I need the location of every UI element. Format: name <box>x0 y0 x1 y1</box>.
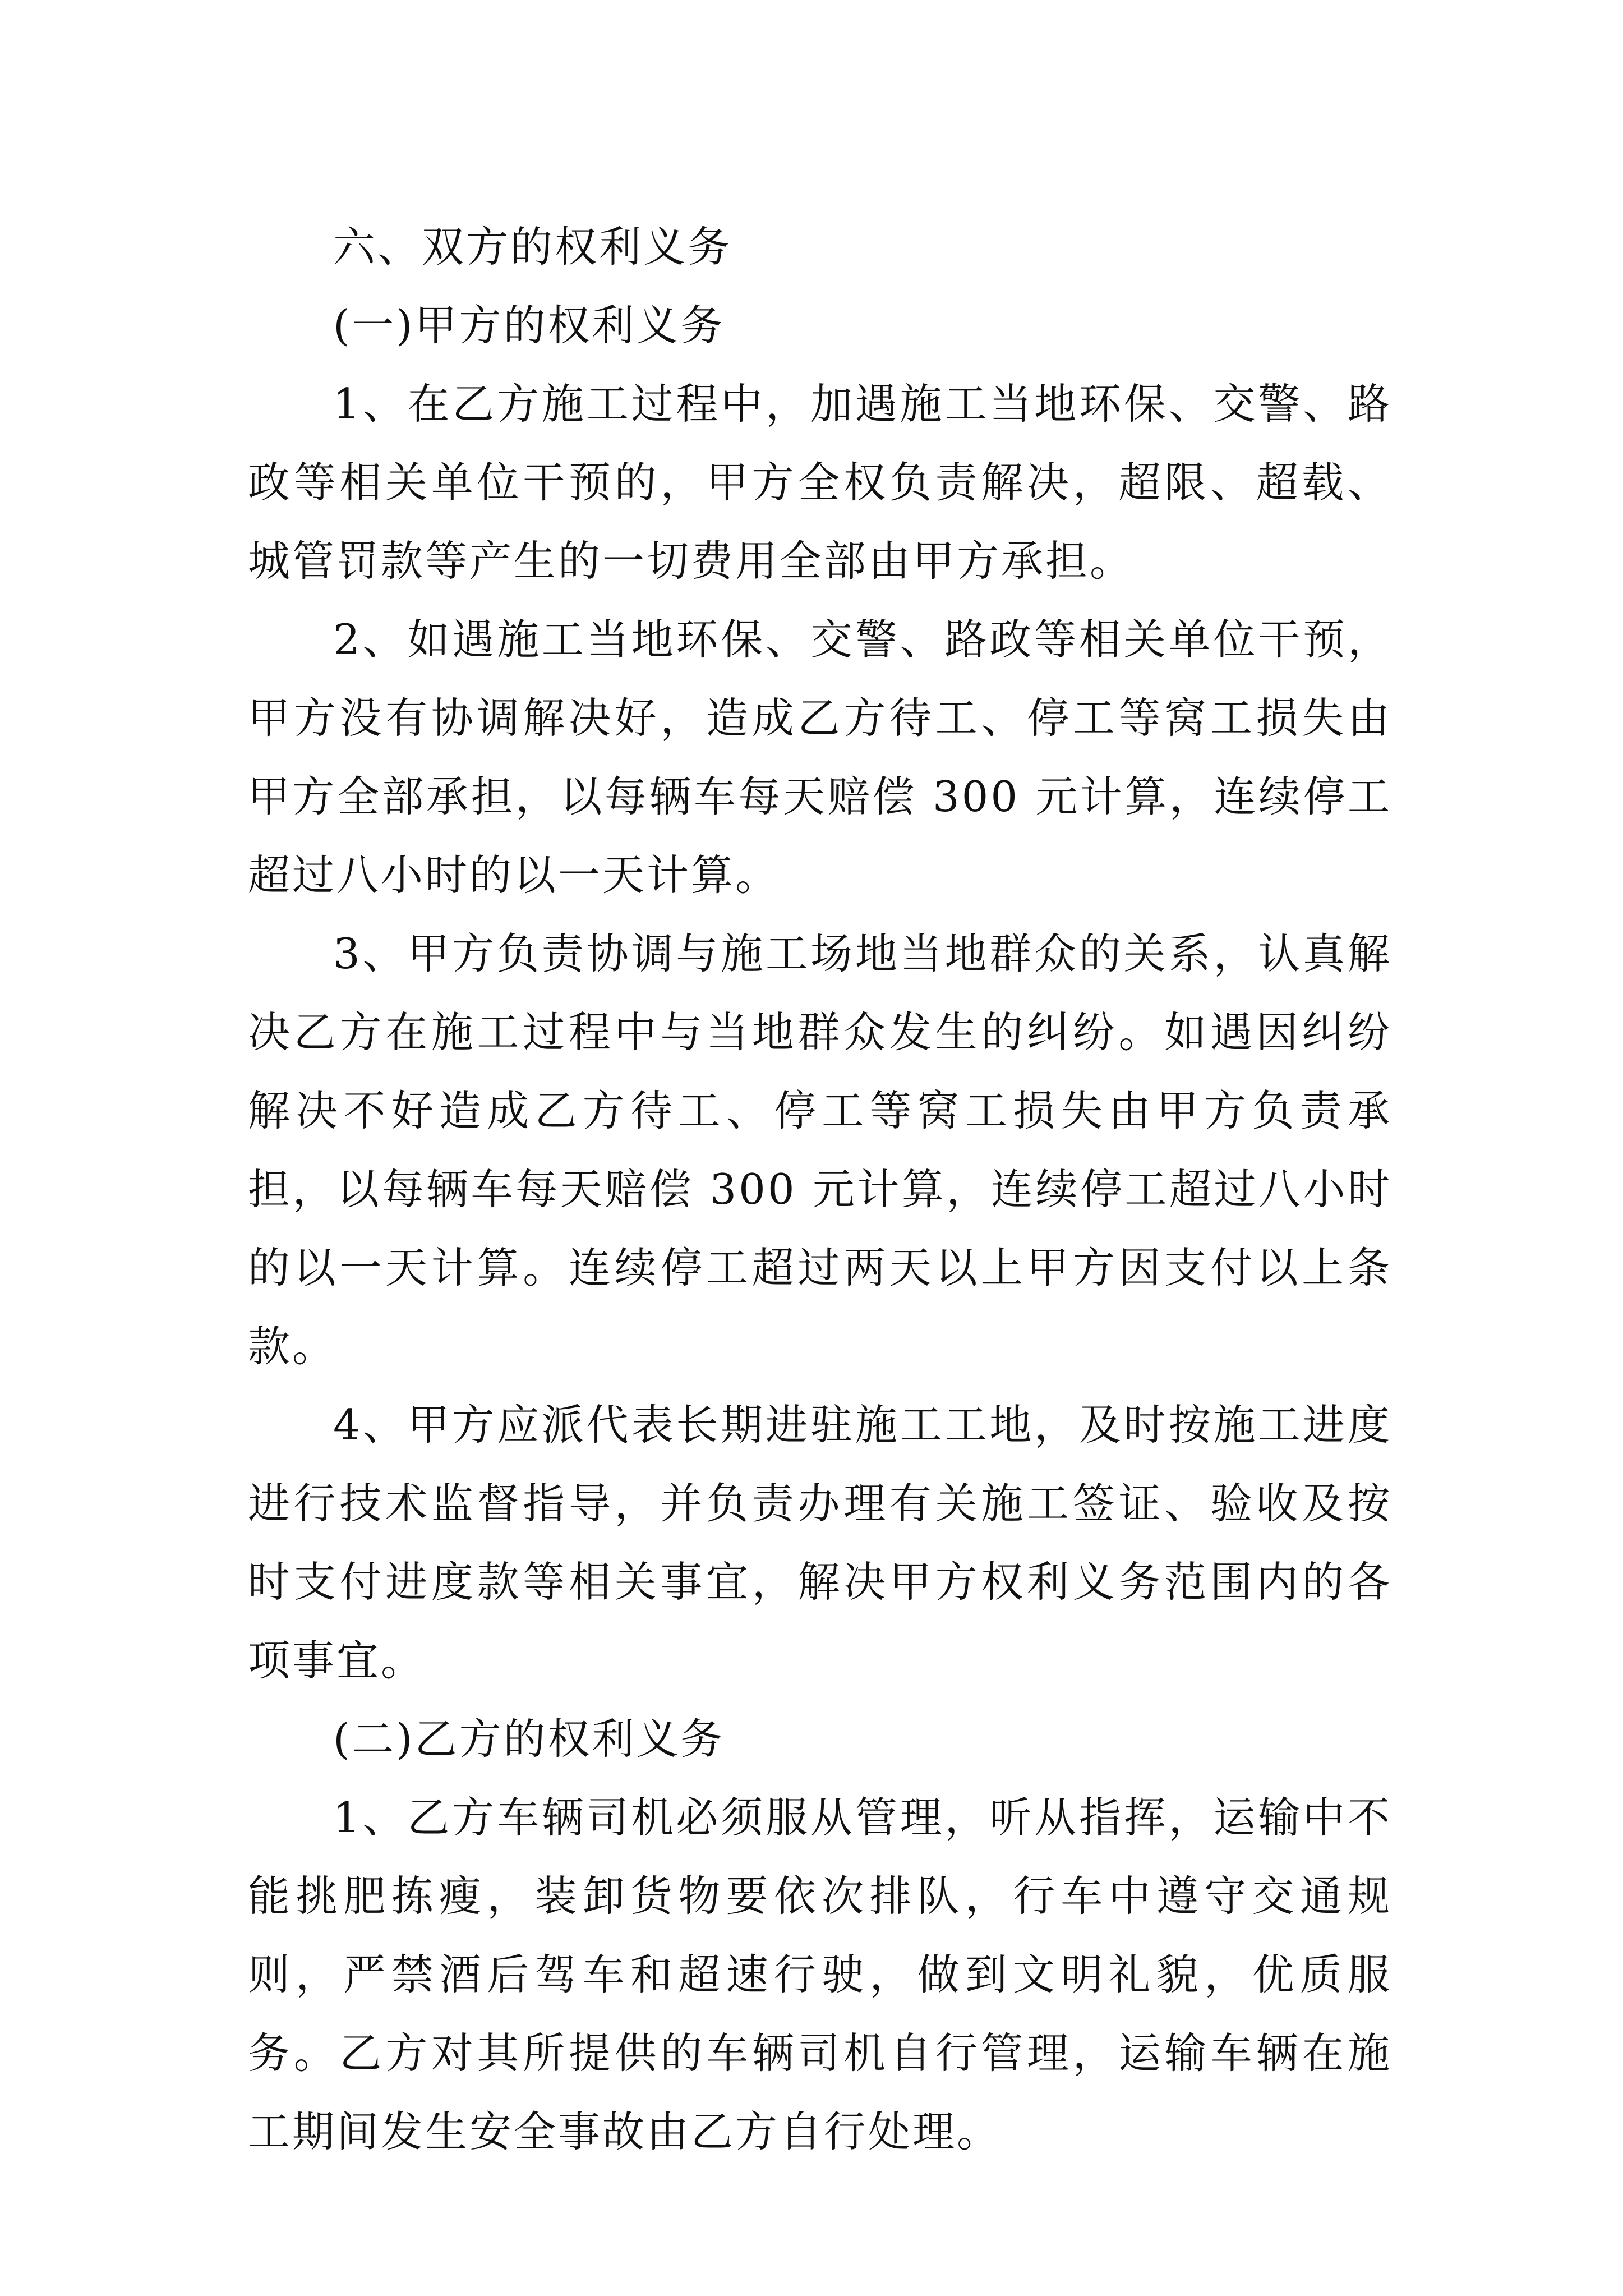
party-a-item-1: 1、在乙方施工过程中，加遇施工当地环保、交警、路政等相关单位干预的，甲方全权负责解决，超限、超载、城管罚款等产生的一切费用全部由甲方承担。 <box>248 379 1392 586</box>
section-title: 六、双方的权利义务 <box>333 222 732 272</box>
subsection-title-party-a: (一)甲方的权利义务 <box>333 301 725 350</box>
document-body <box>248 208 1392 2171</box>
party-a-item-4: 4、甲方应派代表长期进驻施工工地，及时按施工进度进行技术监督指导，并负责办理有关施工签证、验收及按时支付进度款等相关事宜，解决甲方权利义务范围内的各项事宜。 <box>248 1400 1392 1685</box>
party-b-item-1: 1、乙方车辆司机必须服从管理，听从指挥，运输中不能挑肥拣瘦，装卸货物要依次排队，行车中遵守交通规则，严禁酒后驾车和超速行驶，做到文明礼貌，优质服务。乙方对其所提供的车辆司机自行管理，运输车辆在施工期间发生安全事故由乙方自行处理。 <box>248 1793 1392 2156</box>
party-a-item-3: 3、甲方负责协调与施工场地当地群众的关系，认真解决乙方在施工过程中与当地群众发生的纠纷。如遇因纠纷解决不好造成乙方待工、停工等窝工损失由甲方负责承担，以每辆车每天赔偿 300 元计算，连续停工超过八小时的以一天计算。连续停工超过两天以上甲方因支付以上条款。 <box>248 929 1392 1371</box>
party-a-item-2: 2、如遇施工当地环保、交警、路政等相关单位干预，甲方没有协调解决好，造成乙方待工、停工等窝工损失由甲方全部承担，以每辆车每天赔偿 300 元计算，连续停工超过八小时的以一天计算。 <box>248 615 1392 900</box>
subsection-title-party-b: (二)乙方的权利义务 <box>333 1714 725 1764</box>
